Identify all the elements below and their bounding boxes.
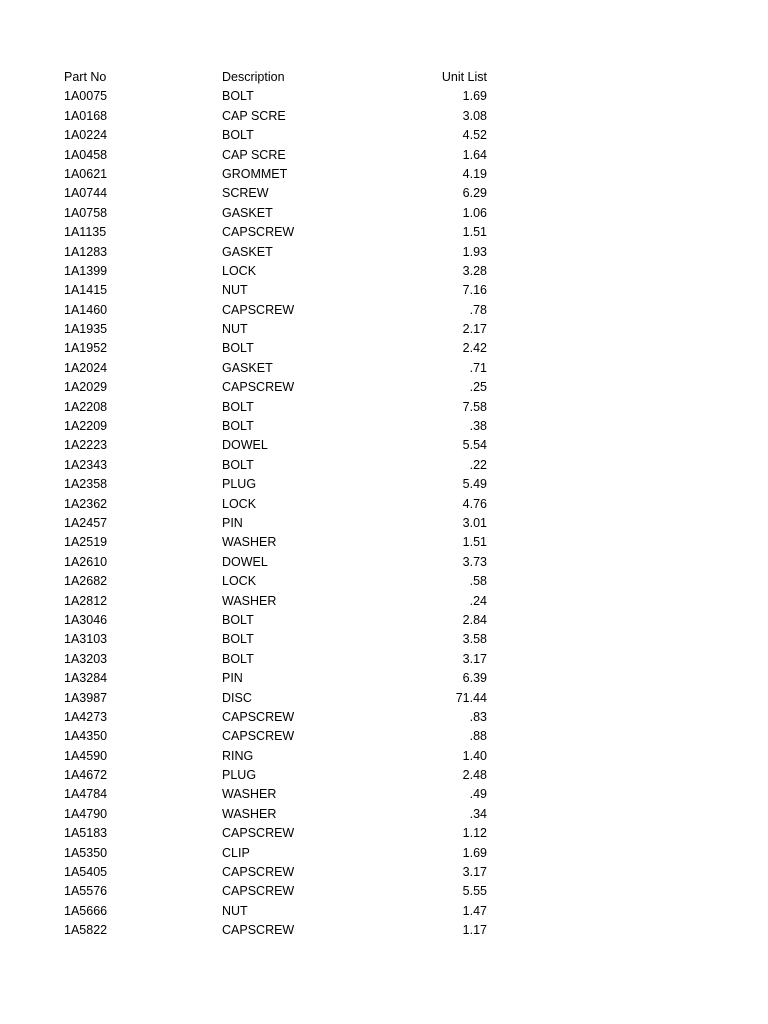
part-no-cell: 1A4790 [64,806,108,821]
part-no-cell: 1A1399 [64,263,108,278]
description-cell: BOLT [222,632,254,647]
unit-list-cell: 5.54 [462,438,487,453]
table-row [64,572,504,591]
part-no-cell: 1A1460 [64,302,108,317]
unit-list-cell: 1.12 [462,826,487,841]
unit-list-cell: 3.08 [462,108,487,123]
table-row [64,766,504,785]
part-no-cell: 1A1135 [64,225,107,240]
unit-list-cell: 5.55 [462,884,487,899]
table-row [64,708,504,727]
description-cell: CAPSCREW [222,865,295,880]
unit-list-cell: .22 [469,457,487,472]
description-cell: GASKET [222,205,273,220]
part-no-cell: 1A2024 [64,360,108,375]
table-row [64,785,504,804]
unit-list-cell: 3.73 [462,554,487,569]
unit-list-cell: 2.17 [462,322,487,337]
part-no-cell: 1A2457 [64,515,108,530]
table-row [64,456,504,475]
description-cell: LOCK [222,496,257,511]
table-row [64,921,504,940]
part-no-cell: 1A0168 [64,108,108,123]
unit-list-cell: 1.69 [462,845,487,860]
part-no-cell: 1A0744 [64,186,108,201]
table-row [64,747,504,766]
part-no-cell: 1A2358 [64,477,108,492]
part-no-cell: 1A3103 [64,632,108,647]
unit-list-cell: 1.17 [462,923,487,938]
description-cell: GROMMET [222,166,288,181]
table-row [64,165,504,184]
unit-list-cell: 1.69 [462,89,487,104]
unit-list-cell: .88 [469,729,487,744]
description-cell: BOLT [222,419,254,434]
part-no-cell: 1A2812 [64,593,108,608]
description-cell: LOCK [222,263,257,278]
table-row [64,495,504,514]
description-cell: BOLT [222,457,254,472]
description-cell: DOWEL [222,554,268,569]
unit-list-cell: 1.40 [462,748,487,763]
unit-list-cell: 6.29 [462,186,487,201]
part-no-cell: 1A0758 [64,205,108,220]
table-row [64,863,504,882]
unit-list-cell: 1.93 [462,244,487,259]
description-cell: LOCK [222,574,257,589]
unit-list-cell: .24 [469,593,487,608]
part-no-cell: 1A5350 [64,845,108,860]
table-row [64,902,504,921]
part-no-cell: 1A0224 [64,128,108,143]
table-row [64,359,504,378]
description-cell: WASHER [222,535,277,550]
part-no-header: Part No [64,70,107,84]
part-no-cell: 1A4273 [64,709,108,724]
table-row [64,727,504,746]
part-no-cell: 1A2362 [64,496,108,511]
table-row [64,824,504,843]
unit-list-cell: 7.58 [462,399,487,414]
unit-list-cell: 4.76 [462,496,487,511]
table-body [64,87,504,940]
description-cell: CLIP [222,845,250,860]
table-row [64,339,504,358]
part-no-cell: 1A2610 [64,554,108,569]
description-cell: WASHER [222,787,277,802]
table-row [64,650,504,669]
unit-list-cell: 4.52 [462,128,487,143]
description-cell: GASKET [222,244,273,259]
description-cell: BOLT [222,399,254,414]
description-cell: CAPSCREW [222,709,295,724]
unit-list-cell: 3.17 [462,651,487,666]
table-row [64,514,504,533]
table-row [64,223,504,242]
description-cell: CAPSCREW [222,225,295,240]
unit-list-cell: 1.51 [462,225,487,240]
part-no-cell: 1A0458 [64,147,108,162]
description-cell: DOWEL [222,438,268,453]
unit-list-cell: 1.47 [462,903,487,918]
table-row [64,320,504,339]
part-no-cell: 1A0621 [64,166,108,181]
unit-list-cell: 5.49 [462,477,487,492]
part-no-cell: 1A1952 [64,341,108,356]
description-cell: DISC [222,690,252,705]
table-row [64,281,504,300]
description-cell: NUT [222,283,248,298]
description-header: Description [222,70,285,84]
description-cell: CAPSCREW [222,884,295,899]
unit-list-cell: 6.39 [462,671,487,686]
table-row [64,301,504,320]
part-no-cell: 1A1935 [64,322,108,337]
part-no-cell: 1A4590 [64,748,108,763]
description-cell: WASHER [222,806,277,821]
part-no-cell: 1A4672 [64,768,108,783]
table-header [64,68,504,87]
table-row [64,553,504,572]
unit-list-cell: 4.19 [462,166,487,181]
description-cell: CAPSCREW [222,729,295,744]
description-cell: NUT [222,322,248,337]
unit-list-cell: .25 [469,380,487,395]
unit-list-cell: .38 [469,419,487,434]
description-cell: PLUG [222,768,257,783]
description-cell: BOLT [222,89,254,104]
table-row [64,436,504,455]
table-row [64,417,504,436]
description-cell: WASHER [222,593,277,608]
unit-list-cell: 3.58 [462,632,487,647]
unit-list-cell: 3.28 [462,263,487,278]
description-cell: SCREW [222,186,269,201]
part-no-cell: 1A3046 [64,612,108,627]
unit-list-cell: 1.06 [462,205,487,220]
unit-list-cell: 2.84 [462,612,487,627]
description-cell: CAP SCRE [222,147,286,162]
table-row [64,243,504,262]
description-cell: BOLT [222,612,254,627]
part-no-cell: 1A5405 [64,865,108,880]
description-cell: CAPSCREW [222,923,295,938]
unit-list-cell: .78 [469,302,487,317]
table-row [64,844,504,863]
description-cell: CAPSCREW [222,302,295,317]
part-no-cell: 1A5576 [64,884,108,899]
unit-list-cell: 7.16 [462,283,487,298]
table-row [64,630,504,649]
unit-list-cell: .83 [469,709,487,724]
parts-price-table [64,68,504,941]
part-no-cell: 1A5822 [64,923,108,938]
unit-list-cell: 2.48 [462,768,487,783]
description-cell: CAP SCRE [222,108,286,123]
part-no-cell: 1A2029 [64,380,108,395]
table-row [64,87,504,106]
unit-list-cell: .71 [469,360,487,375]
table-row [64,107,504,126]
table-row [64,669,504,688]
description-cell: CAPSCREW [222,380,295,395]
unit-list-cell: .58 [469,574,487,589]
part-no-cell: 1A3284 [64,671,108,686]
unit-list-cell: 3.01 [462,515,487,530]
unit-list-cell: 71.44 [455,690,487,705]
unit-list-cell: 1.64 [462,147,487,162]
unit-list-header: Unit List [441,70,487,84]
table-row [64,184,504,203]
description-cell: BOLT [222,341,254,356]
description-cell: CAPSCREW [222,826,295,841]
table-row [64,378,504,397]
part-no-cell: 1A3203 [64,651,108,666]
description-cell: PIN [222,515,243,530]
part-no-cell: 1A2682 [64,574,108,589]
description-cell: GASKET [222,360,273,375]
part-no-cell: 1A2519 [64,535,108,550]
unit-list-cell: .34 [469,806,487,821]
part-no-cell: 1A2343 [64,457,108,472]
part-no-cell: 1A1415 [64,283,108,298]
description-cell: NUT [222,903,248,918]
unit-list-cell: .49 [469,787,487,802]
description-cell: RING [222,748,254,763]
description-cell: PIN [222,671,243,686]
part-no-cell: 1A5666 [64,903,108,918]
part-no-cell: 1A0075 [64,89,108,104]
table-row [64,475,504,494]
part-no-cell: 1A2208 [64,399,108,414]
table-row [64,689,504,708]
part-no-cell: 1A4350 [64,729,108,744]
description-cell: BOLT [222,128,254,143]
part-no-cell: 1A5183 [64,826,108,841]
unit-list-cell: 1.51 [462,535,487,550]
table-row [64,882,504,901]
table-row [64,146,504,165]
part-no-cell: 1A4784 [64,787,108,802]
part-no-cell: 1A2209 [64,419,108,434]
unit-list-cell: 3.17 [462,865,487,880]
table-row [64,126,504,145]
part-no-cell: 1A2223 [64,438,108,453]
part-no-cell: 1A3987 [64,690,108,705]
table-row [64,533,504,552]
description-cell: BOLT [222,651,254,666]
table-row [64,262,504,281]
table-row [64,204,504,223]
part-no-cell: 1A1283 [64,244,108,259]
unit-list-cell: 2.42 [462,341,487,356]
table-row [64,805,504,824]
table-row [64,398,504,417]
description-cell: PLUG [222,477,257,492]
table-row [64,592,504,611]
table-row [64,611,504,630]
